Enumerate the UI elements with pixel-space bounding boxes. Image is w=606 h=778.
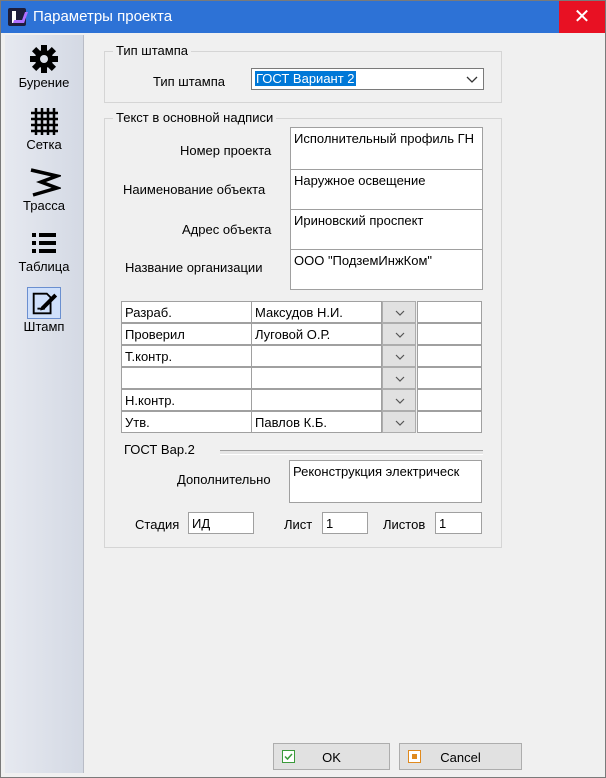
- signature-date[interactable]: [417, 411, 482, 433]
- signature-role[interactable]: Проверил: [121, 323, 252, 345]
- sidebar-item-label: Сетка: [26, 137, 62, 152]
- signature-dropdown-button[interactable]: [382, 389, 416, 411]
- stamp-type-select[interactable]: [251, 68, 484, 90]
- stage-input[interactable]: ИД: [188, 512, 254, 534]
- cancel-label: Cancel: [440, 750, 481, 765]
- gear-icon: [27, 43, 61, 75]
- signature-role[interactable]: Разраб.: [121, 301, 252, 323]
- chevron-down-icon: [394, 307, 406, 319]
- signature-role[interactable]: Н.контр.: [121, 389, 252, 411]
- gost-variant-label: ГОСТ Вар.2: [124, 442, 195, 457]
- object-name-input[interactable]: Наружное освещение: [290, 169, 483, 210]
- table-icon: [27, 227, 61, 259]
- organization-name-label: Название организации: [125, 260, 263, 275]
- additional-input[interactable]: Реконструкция электрическ: [289, 460, 482, 503]
- title-bar[interactable]: [1, 1, 605, 33]
- cancel-button[interactable]: [399, 743, 522, 770]
- sheets-label: Листов: [383, 517, 426, 532]
- sidebar-item-label: Таблица: [18, 259, 70, 274]
- signature-role[interactable]: [121, 367, 252, 389]
- group-title: Тип штампа: [113, 43, 191, 58]
- sheets-input[interactable]: 1: [435, 512, 482, 534]
- stamp-type-value: ГОСТ Вариант 2: [256, 71, 355, 86]
- signature-role[interactable]: Т.контр.: [121, 345, 252, 367]
- project-number-label: Номер проекта: [180, 143, 272, 158]
- chevron-down-icon[interactable]: [465, 72, 479, 86]
- signature-name[interactable]: Максудов Н.И.: [251, 301, 382, 323]
- signature-dropdown-button[interactable]: [382, 345, 416, 367]
- stage-label: Стадия: [135, 517, 180, 532]
- sidebar-item-grid[interactable]: [5, 101, 83, 161]
- sheet-input[interactable]: 1: [322, 512, 368, 534]
- sidebar-item-route[interactable]: [5, 162, 83, 222]
- signature-date[interactable]: [417, 367, 482, 389]
- project-number-input[interactable]: Исполнительный профиль ГН: [290, 127, 483, 170]
- signature-name[interactable]: [251, 345, 382, 367]
- object-address-label: Адрес объекта: [182, 222, 272, 237]
- signature-role[interactable]: Утв.: [121, 411, 252, 433]
- chevron-down-icon: [394, 417, 406, 429]
- chevron-down-icon: [394, 395, 406, 407]
- signature-date[interactable]: [417, 389, 482, 411]
- sidebar-item-drilling[interactable]: [5, 39, 83, 99]
- object-address-input[interactable]: Ириновский проспект: [290, 209, 483, 250]
- sidebar-item-table[interactable]: [5, 223, 83, 283]
- close-button[interactable]: ✕: [559, 1, 605, 33]
- sidebar-item-label: Штамп: [23, 319, 65, 334]
- separator: [220, 450, 483, 455]
- signature-date[interactable]: [417, 323, 482, 345]
- object-name-label: Наименование объекта: [123, 182, 266, 197]
- sidebar: [5, 35, 84, 773]
- app-logo-icon: [8, 8, 26, 26]
- signature-name[interactable]: [251, 389, 382, 411]
- chevron-down-icon: [394, 373, 406, 385]
- chevron-down-icon: [394, 351, 406, 363]
- sidebar-item-label: Трасса: [23, 198, 65, 213]
- signature-name[interactable]: [251, 367, 382, 389]
- grid-icon: [27, 105, 61, 137]
- ok-button[interactable]: [273, 743, 390, 770]
- additional-label: Дополнительно: [177, 472, 271, 487]
- signature-name[interactable]: Павлов К.Б.: [251, 411, 382, 433]
- signature-dropdown-button[interactable]: [382, 411, 416, 433]
- signature-date[interactable]: [417, 345, 482, 367]
- signature-dropdown-button[interactable]: [382, 323, 416, 345]
- stamp-type-label: Тип штампа: [153, 74, 225, 89]
- chevron-down-icon: [394, 329, 406, 341]
- window-title: Параметры проекта: [33, 8, 173, 25]
- signature-name[interactable]: Луговой О.Р.: [251, 323, 382, 345]
- sidebar-item-label: Бурение: [18, 75, 70, 90]
- ok-label: OK: [322, 750, 341, 765]
- signature-dropdown-button[interactable]: [382, 367, 416, 389]
- organization-name-input[interactable]: ООО "ПодземИнжКом": [290, 249, 483, 290]
- stamp-edit-icon: [27, 287, 61, 319]
- signature-date[interactable]: [417, 301, 482, 323]
- route-icon: [27, 166, 61, 198]
- group-title: Текст в основной надписи: [113, 110, 276, 125]
- sheet-label: Лист: [284, 517, 313, 532]
- button-bar: [84, 739, 604, 777]
- signature-dropdown-button[interactable]: [382, 301, 416, 323]
- sidebar-item-stamp[interactable]: [5, 283, 83, 343]
